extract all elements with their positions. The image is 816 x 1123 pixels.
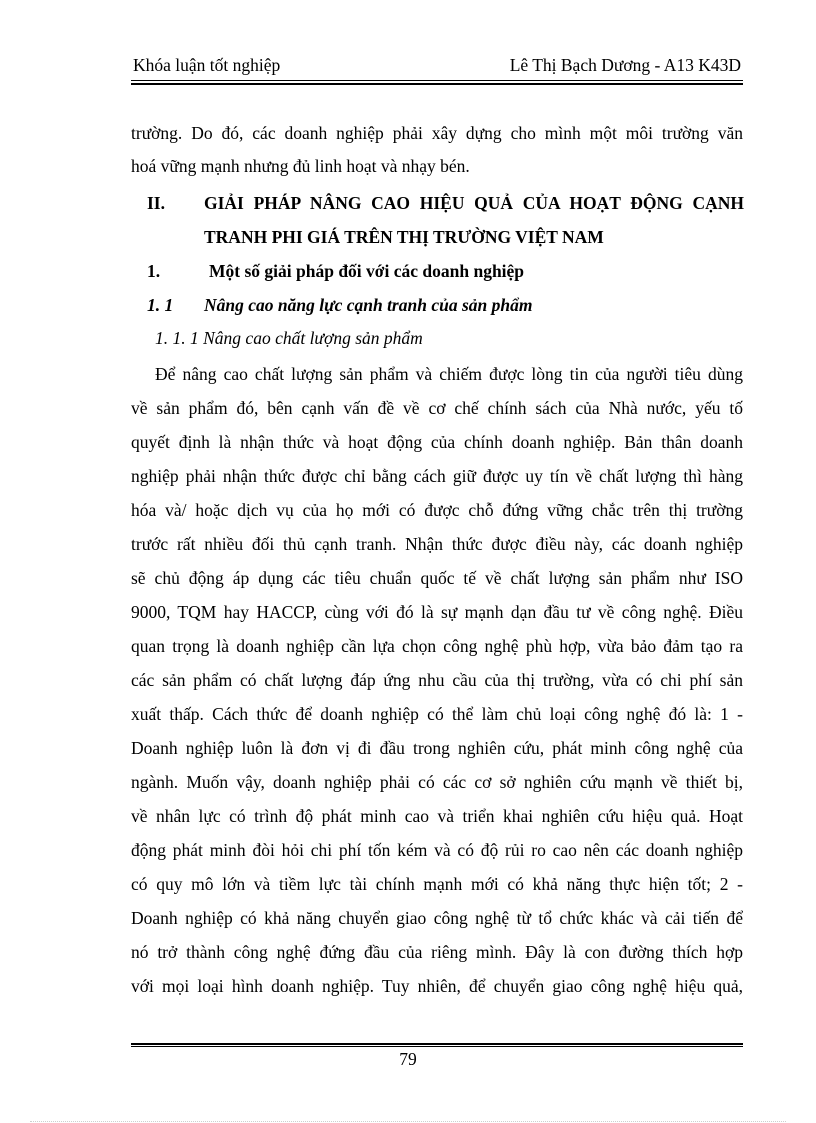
subsection-title: Một số giải pháp đối với các doanh nghiệp	[209, 261, 525, 281]
body-line: Doanh nghiệp có khả năng chuyển giao công nghệ từ tổ chức khác và cải tiến để	[131, 908, 743, 928]
body-line: Doanh nghiệp luôn là đơn vị đi đầu trong nghiên cứu, phát minh công nghệ của	[131, 738, 743, 758]
header-right-text: Lê Thị Bạch Dương - A13 K43D	[509, 55, 741, 75]
body-line: nghiệp phải nhận thức được chỉ bằng cách giữ được uy tín về chất lượng thì hàng	[131, 466, 743, 486]
header-left-text: Khóa luận tốt nghiệp	[133, 55, 281, 75]
page-number: 79	[399, 1049, 417, 1069]
section-heading	[131, 188, 743, 218]
body-line: nó trở thành công nghệ đứng đầu của riêng mình. Đây là con đường thích hợp	[131, 942, 743, 962]
body-line: động phát minh đòi hỏi chi phí tốn kém và có độ rủi ro cao nên các doanh nghiệp	[131, 840, 743, 860]
section-title-line2: TRANH PHI GIÁ TRÊN THỊ TRƯỜNG VIỆT NAM	[204, 227, 604, 247]
page-edge	[30, 1121, 786, 1122]
subsubsection-heading	[131, 290, 743, 320]
body-line: với mọi loại hình doanh nghiệp. Tuy nhiên, để chuyển giao công nghệ hiệu quả,	[131, 976, 743, 996]
body-line: trước rất nhiều đối thủ cạnh tranh. Nhận thức được điều này, các doanh nghiệp	[131, 534, 743, 554]
subsection-heading	[131, 256, 743, 286]
body-line: các sản phẩm có chất lượng đáp ứng nhu cầu của thị trường, vừa có chi phí sản	[131, 670, 743, 690]
footer-rule-thick	[131, 1043, 743, 1045]
body-line: 9000, TQM hay HACCP, cùng với đó là sự mạnh dạn đầu tư về công nghệ. Điều	[131, 602, 743, 622]
section-heading-cont	[131, 222, 743, 252]
header-rule-thick	[131, 83, 743, 85]
section-title-line1: GIẢI PHÁP NÂNG CAO HIỆU QUẢ CỦA HOẠT ĐỘNG CẠNH	[204, 193, 744, 213]
section-number: II.	[147, 193, 165, 213]
header-rule-thin	[131, 80, 743, 81]
body-line: có quy mô lớn và tiềm lực tài chính mạnh mới có khả năng thực hiện tốt; 2 -	[131, 874, 743, 894]
subsubsection-number: 1. 1	[147, 295, 174, 315]
paragraph-line: trường. Do đó, các doanh nghiệp phải xây dựng cho mình một môi trường văn	[131, 123, 743, 143]
paragraph-line: hoá vững mạnh nhưng đủ linh hoạt và nhạy bén.	[131, 156, 470, 176]
body-line: Để nâng cao chất lượng sản phẩm và chiếm được lòng tin của người tiêu dùng	[155, 364, 743, 384]
page-header	[131, 50, 743, 80]
body-line: xuất thấp. Cách thức để doanh nghiệp có thể làm chủ loại công nghệ đó là: 1 -	[131, 704, 743, 724]
subsection-number: 1.	[147, 261, 161, 281]
body-line: quan trọng là doanh nghiệp cần lựa chọn công nghệ phù hợp, vừa bảo đảm tạo ra	[131, 636, 743, 656]
subsubsection-title: Nâng cao năng lực cạnh tranh của sản phẩm	[204, 295, 533, 315]
item-heading: 1. 1. 1 Nâng cao chất lượng sản phẩm	[155, 328, 423, 348]
body-line: về nhân lực có trình độ phát minh cao và triển khai nghiên cứu hiệu quả. Hoạt	[131, 806, 743, 826]
body-line: hóa và/ hoặc dịch vụ của họ mới có được chỗ đứng vững chắc trên thị trường	[131, 500, 743, 520]
footer-rule-thin	[131, 1046, 743, 1047]
body-line: về sản phẩm đó, bên cạnh vấn đề về cơ chế chính sách của Nhà nước, yếu tố	[131, 398, 743, 418]
body-line: ngành. Muốn vậy, doanh nghiệp phải có các cơ sở nghiên cứu mạnh về thiết bị,	[131, 772, 743, 792]
body-line: quyết định là nhận thức và hoạt động của chính doanh nghiệp. Bản thân doanh	[131, 432, 743, 452]
body-line: sẽ chủ động áp dụng các tiêu chuẩn quốc tế về chất lượng sản phẩm như ISO	[131, 568, 743, 588]
